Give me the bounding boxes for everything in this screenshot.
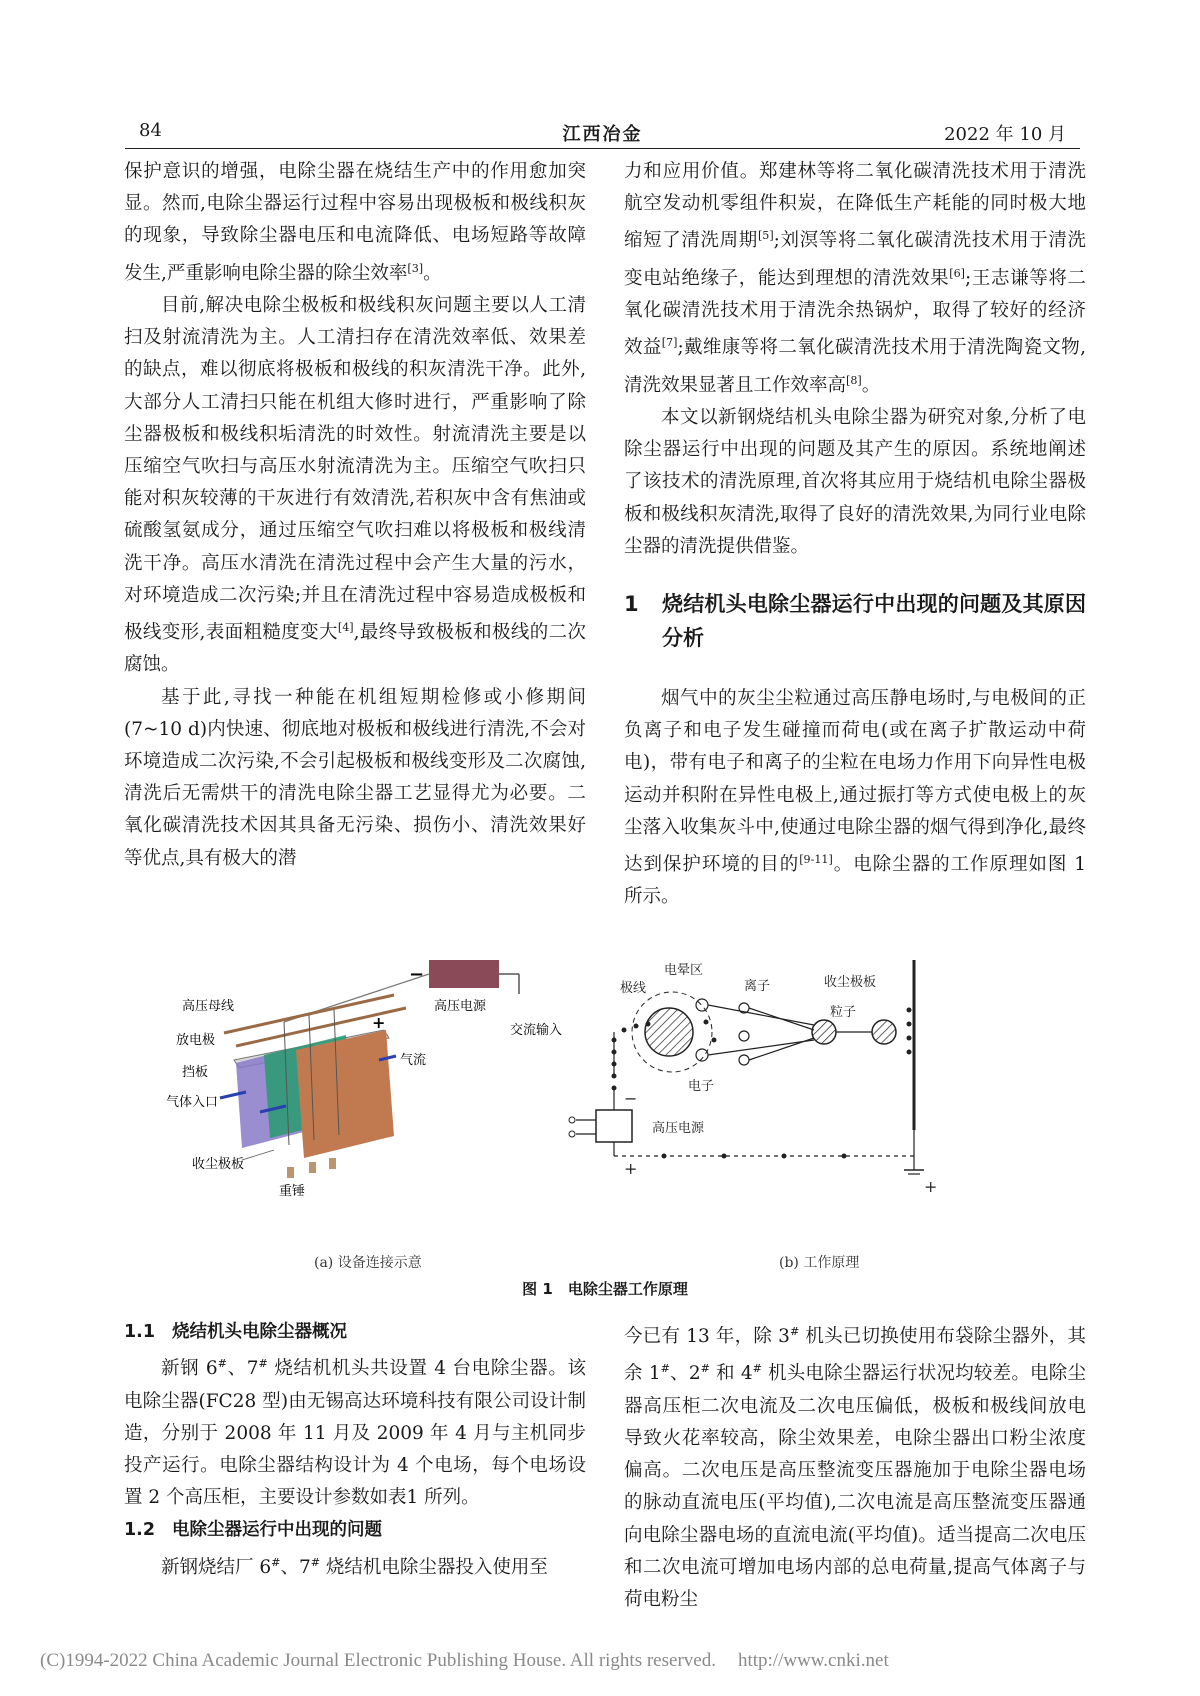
- issue-date: 2022 年 10 月: [944, 124, 1066, 145]
- label-baffle: 挡板: [182, 1065, 209, 1080]
- paragraph: 目前,解决电除尘极板和极线积灰问题主要以人工清扫及射流清洗为主。人工清扫存在清洗效率低、效果差的缺点，难以彻底将极板和极线的积灰清洗干净。此外,大部分人工清扫只能在机组大修时进行，严重影响了除尘器极板和极线积垢清洗的时效性。射流清洗主要是以压缩空气吹扫与高压水射流清洗为主。压缩空气吹扫只能对积灰较薄的干灰进行有效清洗,若积灰中含有焦油或硫酸氢氨成分，通过压缩空气吹扫难以将极板和极线清洗干净。高压水清洗在清洗过程中会产生大量的污水，对环境造成二次污染;并且在清洗过程中容易造成极板和极线变形,表面粗糙度变大[4],最终导致极板和极线的二次腐蚀。: [124, 294, 586, 676]
- hammer-3: [329, 1158, 336, 1169]
- section-heading: [624, 587, 1086, 655]
- column-left-bottom: [124, 1316, 586, 1584]
- citation[interactable]: [8]: [846, 373, 862, 387]
- label-corona-zone: 电晕区: [664, 963, 704, 978]
- citation[interactable]: [7]: [661, 336, 678, 350]
- wire-electrode: [645, 1008, 693, 1056]
- hammer-2: [309, 1162, 316, 1173]
- label-plus-b2: +: [924, 1177, 938, 1196]
- label-collecting-plate: 收尘极板: [192, 1157, 245, 1172]
- label-discharge-electrode: 放电极: [176, 1033, 216, 1048]
- charged-particle: [812, 1020, 836, 1044]
- citation[interactable]: [3]: [407, 261, 424, 275]
- copyright-footer: [40, 1650, 889, 1672]
- section-number: 1: [624, 592, 639, 617]
- label-bus: 高压母线: [182, 999, 235, 1014]
- paragraph: 基于此,寻找一种能在机组短期检修或小修期间(7~10 d)内快速、彻底地对极板和极线进行清洗,不会对环境造成二次污染,不会引起极板和极线变形及二次腐蚀,清洗后无需烘干的清洗电除尘器工艺显得尤为必要。二氧化碳清洗技术因其具备无污染、损伤小、清洗效果好等优点,具有极大的潜: [124, 686, 586, 869]
- subsection-heading: 1.2 电除尘器运行中出现的问题: [124, 1520, 382, 1541]
- label-electron: 电子: [688, 1079, 715, 1094]
- label-particle: 粒子: [830, 1005, 857, 1020]
- paragraph: 保护意识的增强，电除尘器在烧结生产中的作用愈加突显。然而,电除尘器运行过程中容易出现极板和极线积灰的现象，导致除尘器电压和电流降低、电场短路等故障发生,严重影响电除尘器的除尘效率[3]。: [124, 161, 586, 284]
- paragraph: 本文以新钢烧结机头电除尘器为研究对象,分析了电除尘器运行中出现的问题及其产生的原因。系统地阐述了该技术的清洗原理,首次将其应用于烧结机电除尘器极板和极线积灰清洗,取得了良好的清洗效果,为同行业电除尘器的清洗提供借鉴。: [624, 407, 1086, 557]
- column-right-bottom: [624, 1316, 1086, 1616]
- subsection-heading: 1.1 烧结机头电除尘器概况: [124, 1322, 347, 1342]
- page-number: 84: [139, 120, 162, 141]
- figure-1: [124, 960, 1086, 1298]
- label-collecting-plate-b: 收尘极板: [824, 975, 877, 990]
- paragraph: 今已有 13 年，除 3# 机头已切换使用布袋除尘器外，其余 1#、2# 和 4# 机头电除尘器运行状况均较差。电除尘器高压柜二次电流及二次电压偏低，极板和极线间放电导致火花率较高，除尘效果差，电除尘器出口粉尘浓度偏高。二次电压是高压整流变压器施加于电除尘器电场的脉动直流电压(平均值),二次电流是高压整流变压器通向电除尘器电场的直流电流(平均值)。适当提高二次电压和二次电流可增加电场内部的总电荷量,提高气体离子与荷电粉尘: [624, 1325, 1086, 1610]
- label-power-b: 高压电源: [652, 1121, 705, 1136]
- label-minus-a: −: [409, 964, 425, 985]
- citation[interactable]: [9-11]: [799, 853, 833, 867]
- column-right-top: [624, 156, 1086, 914]
- paragraph: 新钢 6#、7# 烧结机机头共设置 4 台电除尘器。该电除尘器(FC28 型)由无锡高达环境科技有限公司设计制造，分别于 2008 年 11 月及 2009 年 4 月与主机同步投产运行。电除尘器结构设计为 4 个电场，每个电场设置 2 个高压柜，主要设计参数如表1 所列。: [124, 1357, 586, 1509]
- citation[interactable]: [6]: [949, 266, 965, 280]
- page-header: [125, 118, 1080, 149]
- section-title: 烧结机头电除尘器运行中出现的问题及其原因分析: [662, 592, 1086, 651]
- label-gas-flow: 气流: [400, 1053, 427, 1068]
- cnki-link[interactable]: http://www.cnki.net: [737, 1650, 889, 1671]
- label-ac-input: 交流输入: [510, 1023, 563, 1038]
- copyright-text: (C)1994-2022 China Academic Journal Electronic Publishing House. All rights reserved.: [40, 1650, 716, 1671]
- citation[interactable]: [4]: [337, 621, 354, 634]
- journal-name: 江西冶金: [562, 124, 643, 145]
- power-supply-b: [596, 1110, 632, 1142]
- label-gas-inlet: 气体入口: [166, 1095, 219, 1110]
- column-left-top: [124, 156, 586, 875]
- caption-b: (b) 工作原理: [779, 1255, 860, 1271]
- power-supply-box: [429, 960, 499, 988]
- paragraph: 新钢烧结厂 6#、7# 烧结机电除尘器投入使用至: [161, 1555, 548, 1578]
- label-ion: 离子: [744, 979, 771, 994]
- principle-labels: [620, 962, 937, 1196]
- label-hammer: 重锤: [279, 1184, 306, 1199]
- label-power: 高压电源: [434, 999, 487, 1014]
- figure-title: 图 1 电除尘器工作原理: [522, 1280, 688, 1298]
- caption-a: (a) 设备连接示意: [314, 1255, 422, 1271]
- paragraph: 力和应用价值。郑建林等将二氧化碳清洗技术用于清洗航空发动机零组件积炭，在降低生产耗能的同时极大地缩短了清洗周期[5];刘溟等将二氧化碳清洗技术用于清洗变电站绝缘子，能达到理想的清洗效果[6];王志谦等将二氧化碳清洗技术用于清洗余热锅炉，取得了较好的经济效益[7];戴维康等将二氧化碳清洗技术用于清洗陶瓷文物,清洗效果显著且工作效率高[8]。: [624, 161, 1086, 396]
- figure-drawing: [124, 960, 1086, 1260]
- equipment-schematic: [166, 960, 562, 1199]
- label-plus-a: +: [372, 1013, 386, 1032]
- paragraph: 烟气中的灰尘尘粒通过高压静电场时,与电极间的正负离子和电子发生碰撞而荷电(或在离子扩散运动中荷电)，带有电子和离子的尘粒在电场力作用下向异性电极运动并积附在异性电极上,通过振打等方式使电极上的灰尘落入收集灰斗中,使通过电除尘器的烟气得到净化,最终达到保护环境的目的[9-11]。电除尘器的工作原理如图 1 所示。: [624, 688, 1086, 908]
- citation[interactable]: [5]: [757, 229, 774, 243]
- hammer-1: [287, 1167, 294, 1178]
- label-plus-b1: +: [624, 1159, 638, 1178]
- label-minus-b: −: [624, 1089, 638, 1108]
- label-wire: 极线: [620, 981, 647, 996]
